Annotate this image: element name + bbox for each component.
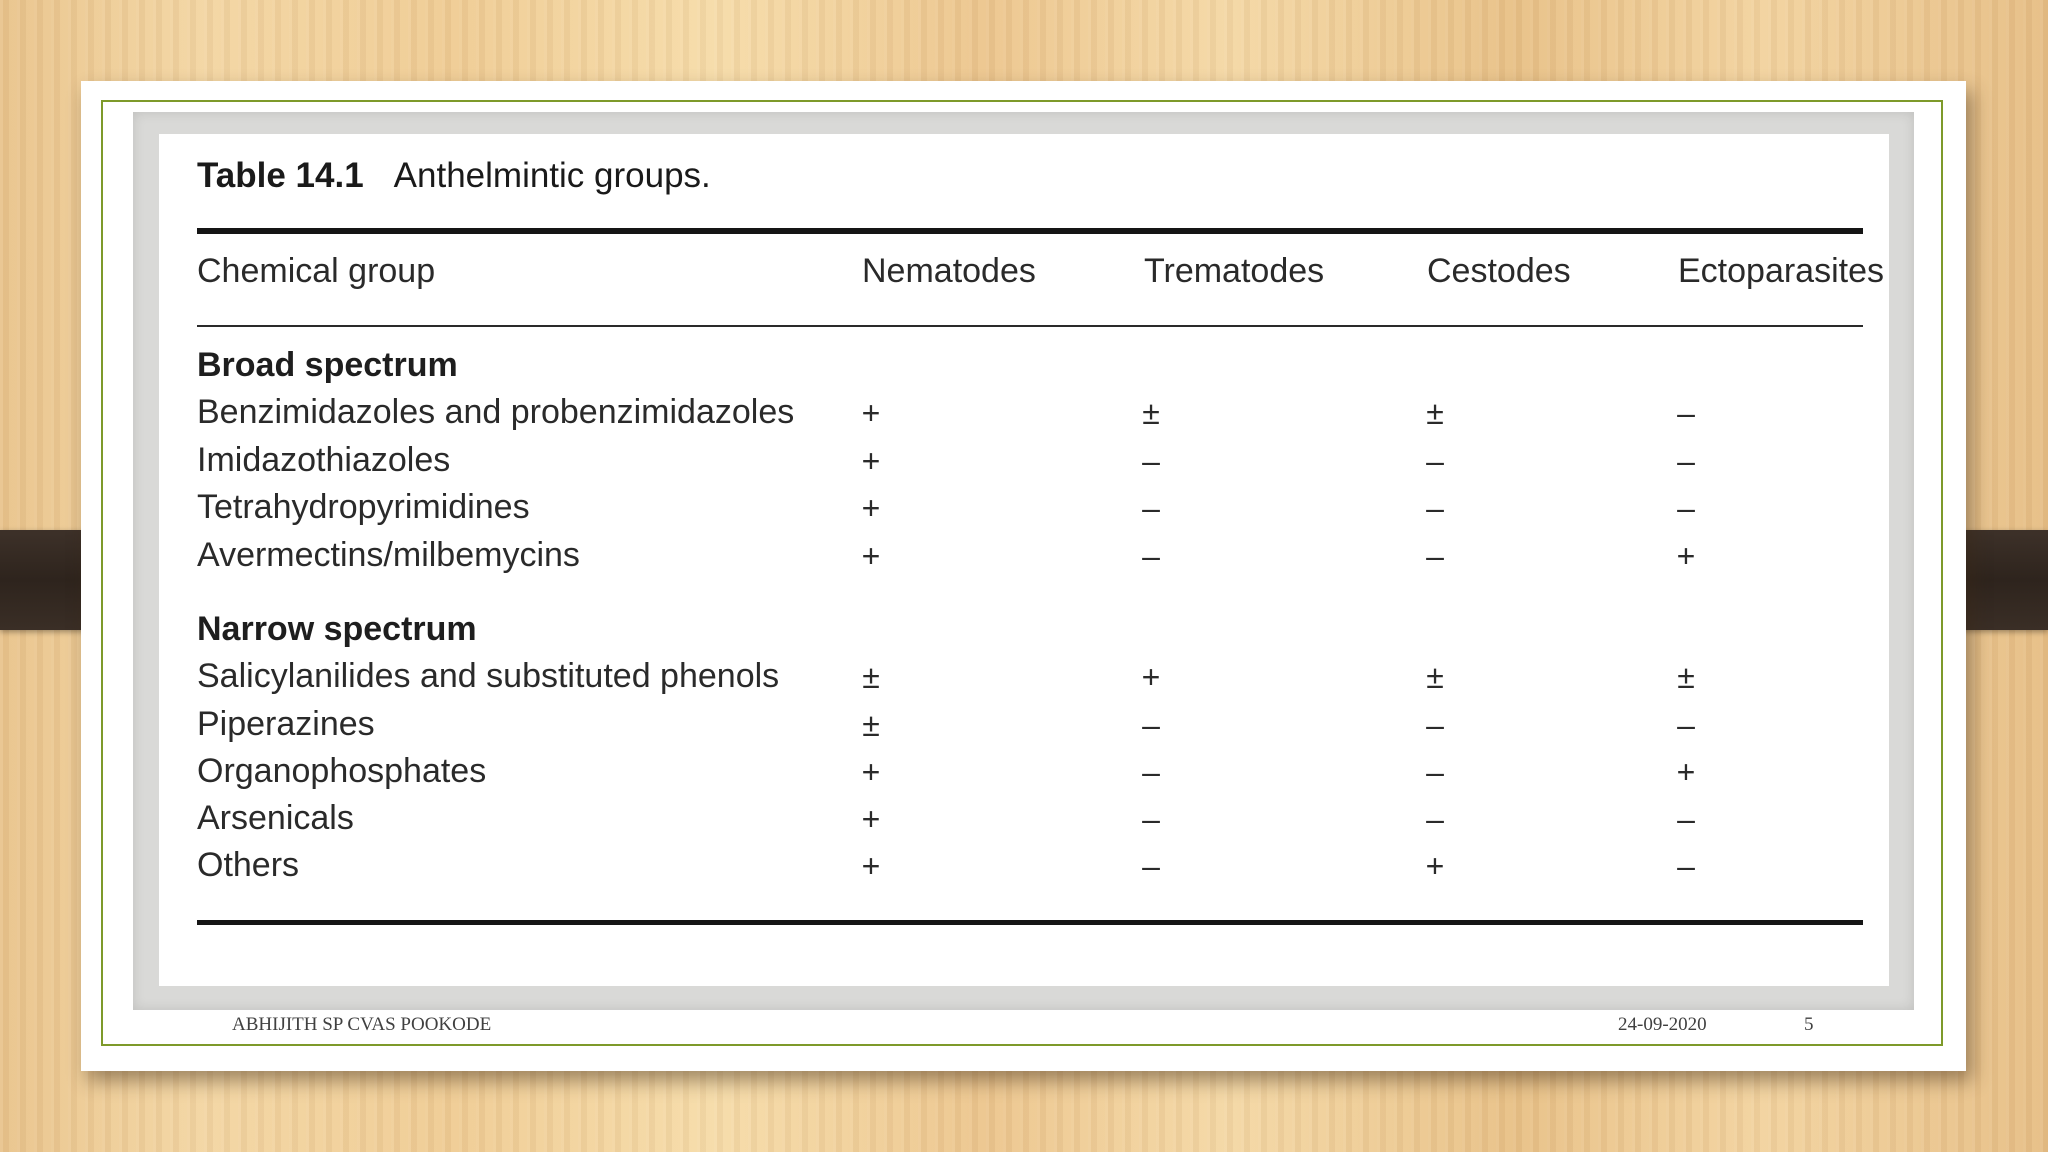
header-rule: [197, 325, 1863, 327]
row-name: Imidazothiazoles: [197, 441, 451, 479]
cell-ectoparasites: –: [1677, 801, 1695, 837]
cell-trematodes: –: [1142, 490, 1160, 526]
cell-ectoparasites: –: [1677, 443, 1695, 479]
row-name: Arsenicals: [197, 799, 354, 837]
column-header-chemical-group: Chemical group: [197, 252, 436, 290]
footer-date: 24-09-2020: [1618, 1014, 1707, 1035]
group-title-narrow-spectrum: Narrow spectrum: [197, 610, 477, 648]
cell-cestodes: –: [1426, 490, 1444, 526]
cell-nematodes: +: [861, 801, 881, 837]
table-image-frame: [133, 112, 1914, 1010]
cell-cestodes: –: [1426, 443, 1444, 479]
cell-nematodes: +: [861, 538, 881, 574]
cell-nematodes: +: [861, 490, 881, 526]
table-image: [159, 134, 1889, 986]
cell-trematodes: –: [1142, 848, 1160, 884]
cell-nematodes: +: [861, 395, 881, 431]
cell-cestodes: –: [1426, 538, 1444, 574]
bottom-rule: [197, 920, 1863, 925]
cell-trematodes: –: [1142, 443, 1160, 479]
cell-cestodes: ±: [1426, 395, 1444, 431]
group-title-broad-spectrum: Broad spectrum: [197, 346, 458, 384]
cell-ectoparasites: –: [1677, 395, 1695, 431]
cell-trematodes: –: [1142, 707, 1160, 743]
table-caption: [197, 156, 711, 196]
cell-nematodes: +: [861, 443, 881, 479]
cell-nematodes: ±: [862, 707, 880, 743]
cell-cestodes: –: [1426, 707, 1444, 743]
table-number: Table 14.1: [197, 156, 364, 195]
row-name: Salicylanilides and substituted phenols: [197, 657, 780, 695]
cell-ectoparasites: +: [1676, 538, 1696, 574]
cell-trematodes: +: [1141, 659, 1161, 695]
footer-page-number: 5: [1804, 1014, 1814, 1035]
cell-ectoparasites: –: [1677, 848, 1695, 884]
cell-nematodes: +: [861, 848, 881, 884]
cell-cestodes: –: [1426, 801, 1444, 837]
cell-cestodes: –: [1426, 754, 1444, 790]
row-name: Others: [197, 846, 300, 884]
column-header-cestodes: Cestodes: [1427, 252, 1571, 290]
cell-cestodes: ±: [1426, 659, 1444, 695]
cell-nematodes: +: [861, 754, 881, 790]
top-rule: [197, 228, 1863, 234]
column-header-nematodes: Nematodes: [862, 252, 1036, 290]
footer-author: ABHIJITH SP CVAS POOKODE: [232, 1014, 492, 1035]
cell-ectoparasites: ±: [1677, 659, 1695, 695]
slide: [81, 81, 1966, 1071]
column-header-trematodes: Trematodes: [1144, 252, 1325, 290]
cell-ectoparasites: –: [1677, 490, 1695, 526]
row-name: Organophosphates: [197, 752, 487, 790]
cell-ectoparasites: –: [1677, 707, 1695, 743]
cell-cestodes: +: [1425, 848, 1445, 884]
row-name: Benzimidazoles and probenzimidazoles: [197, 393, 795, 431]
cell-nematodes: ±: [862, 659, 880, 695]
cell-trematodes: –: [1142, 538, 1160, 574]
row-name: Avermectins/milbemycins: [197, 536, 580, 574]
row-name: Piperazines: [197, 705, 375, 743]
row-name: Tetrahydropyrimidines: [197, 488, 530, 526]
cell-trematodes: –: [1142, 801, 1160, 837]
column-header-ectoparasites: Ectoparasites: [1678, 252, 1884, 290]
cell-trematodes: ±: [1142, 395, 1160, 431]
cell-ectoparasites: +: [1676, 754, 1696, 790]
cell-trematodes: –: [1142, 754, 1160, 790]
table-title: Anthelmintic groups.: [393, 156, 711, 195]
